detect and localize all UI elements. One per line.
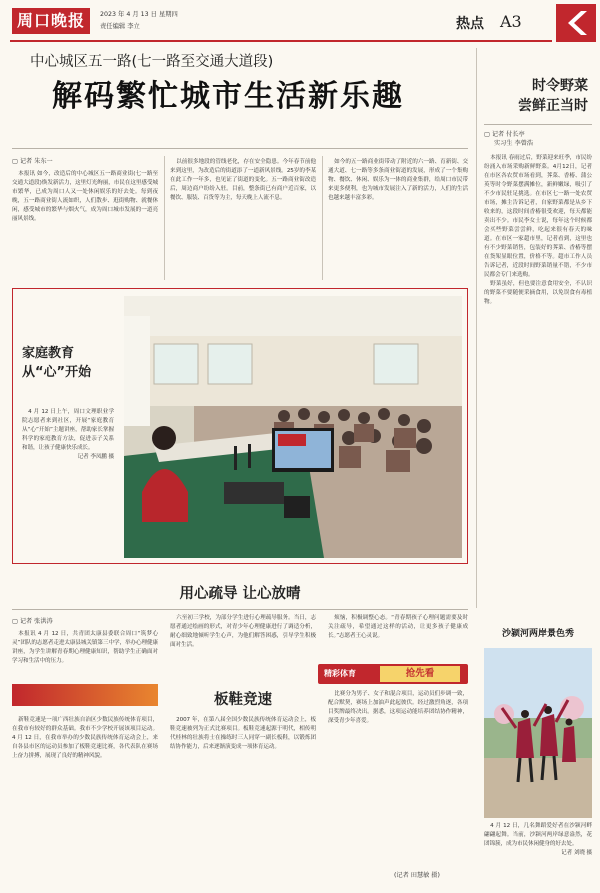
counsel-col-3-text: 烦恼，积极调整心态。“青春期孩子心理问题需要及时关注疏导，希望通过这样的活动，让更多孩子健康成长。”志愿者王心灵说。: [328, 615, 468, 639]
boardshoe-col-2-text: 2007 年，在第八届全国少数民族传统体育运动会上，板鞋竞速被列为正式比赛项目。板鞋竞速起源于明代，相传明代桂林的壮族将士在操练时三人同穿一副长板鞋，以锻炼团结协作能力，后来逐渐演变成一项体育运动。: [170, 717, 316, 750]
chevron-left-icon: [556, 4, 596, 42]
sport-banner-left: [12, 684, 158, 706]
column-divider: [322, 156, 323, 280]
boardshoe-credit: (记者 田慧敏 摄): [394, 872, 440, 879]
divider: [12, 609, 468, 610]
counsel-byline-text: 记者 张洪涛: [19, 618, 53, 625]
main-kicker: 中心城区五一路(七一路至交通大道段): [30, 54, 274, 70]
newspaper-logo: 周口晚报: [12, 8, 90, 34]
issue-date: 2023 年 4 月 13 日 星期四: [100, 11, 178, 18]
family-edu-caption: [22, 408, 114, 528]
boardshoe-col-3-text: 比赛分为男子、女子和混合项目，运动员们步调一致，配合默契，赛场上加油声此起彼伏。经过激烈角逐，各项目奖牌最终决出。据悉，这项运动能培养团结协作精神，深受青少年喜爱。: [328, 691, 468, 724]
side-byline-2: 实习生 李曾浩: [494, 140, 534, 147]
family-edu-title-1: 家庭教育: [22, 346, 75, 361]
sport-banner: [318, 664, 468, 684]
lecture-photo: [124, 296, 462, 558]
dance-caption-text: 4 月 12 日，几名舞蹈爱好者在沙颍河畔翩翩起舞。当前，沙颍河两岸绿意盎然，花团锦簇，成为市民休闲健身的好去处。: [484, 823, 592, 847]
masthead-rule: [10, 40, 552, 42]
page-editor: 责任编辑 李立: [100, 23, 140, 30]
side-byline-1: 记者 付长亭: [491, 131, 525, 138]
counsel-col-2-text: 六至初三学校，为部分学生进行心理疏导服务。当日，志愿者通过绘画的形式，对青少年心理健康进行了调适分析，耐心细致地倾听学生心声，为他们解答困惑，引导学生积极面对生活。: [170, 615, 316, 648]
sport-banner-label: 精彩体育: [324, 669, 356, 678]
main-col-1-text: 本报讯 如今，改造后的中心城区五一路商业街(七一路至交通大道段)焕发新活力，这里灯光绚丽，市民在这里感受城市繁华，已成为周口人又一处休闲娱乐的好去处。每到夜晚，五一路商业街人流如织，人们散步、逛街购物、就餐休闲，感受城市的繁华与烟火气，成为周口城市发展的一道亮丽风景线。: [12, 171, 158, 222]
page-number: A3: [500, 12, 522, 31]
boardshoe-col-3: [328, 690, 468, 866]
dance-photo: [484, 648, 592, 818]
boardshoe-col-2: [170, 716, 316, 880]
side-body: [484, 154, 592, 586]
side-body-text: 本报讯 春雨过后，野菜迎来旺季，市民纷纷涌入市场采购新鲜野菜。4月12日，记者在市区各农贸市场看到，荠菜、香椿、蒲公英等时令野菜摆满摊位，新鲜嫩绿，吸引了不少市民驻足挑选。在市区七一路一处农贸市场，摊主告诉记者，自家野菜都是从乡下收来的，这段时间香椿很受欢迎，每天都能卖出不少。市民李女士说，每年这个时候都会买些野菜尝尝鲜，吃起来很有春天的味道。在市区一家超市里，记者看到，这里也有不少野菜销售，包装好的荠菜、香椿等摆在货架显眼位置，价格不等。超市工作人员告诉记者，近段时间野菜销量不错，不少市民都会专门来选购。: [484, 155, 592, 278]
main-byline: ▢ 记者 朱东一: [12, 158, 53, 165]
column-divider: [476, 48, 477, 608]
side-headline: [486, 76, 588, 116]
divider: [484, 124, 592, 125]
boardshoe-credit-text: 记者 田慧敏 摄: [396, 872, 438, 879]
main-col-2: [170, 158, 316, 282]
dance-credit: 记者 刘晓 摄: [561, 850, 592, 856]
boardshoe-col-1: [12, 716, 158, 880]
main-col-1: [12, 170, 158, 282]
column-divider: [164, 156, 165, 280]
dance-caption: [484, 822, 592, 888]
main-col-2-text: 以前很多地段的管线老化，存在安全隐患。今年春节前他来到这里，为改造后的街道添了一道新风景线。25岁的李某在此工作一年多，也见证了街道的变化。五一路商业街改造后，周边商户纷纷入驻。目前，整条街已有商户近百家，以餐饮、服装、百货等为主，每天晚上人流不息。: [170, 159, 316, 201]
main-headline: 解码繁忙城市生活新乐趣: [52, 79, 404, 114]
section-name: 热点: [456, 16, 484, 32]
side-headline-line-2: 尝鲜正当时: [518, 98, 588, 114]
main-col-3-text: 如今的五一路商业街带动了附近的六一路、育新街、交通大道、七一路等多条商业街道的发展，形成了一个集购物、餐饮、休闲、娱乐为一体的商业集群，给周口市民带来更多便利，也为城市发展注入了新的活力，人们的生活也越来越丰富多彩。: [328, 159, 468, 201]
side-body-tail: 野菜虽好，但也要注意食用安全，不认识的野菜不要随便采摘食用，以免误食有毒植物。: [484, 281, 592, 305]
sport-banner-tag: 抢先看: [380, 666, 460, 682]
divider: [12, 148, 468, 149]
boardshoe-col-1-text: 新鞋竞速是一项广西壮族自治区少数民族传统体育项目，在我市有较好的群众基础。我市不少学校开展该项目运动。4 月 12 日，在我市举办的少数民族传统体育运动会上，来自各县市区的运动员参加了板鞋竞速比赛，各代表队在赛场上奋力拼搏，展现了良好的精神风貌。: [12, 717, 158, 759]
counsel-col-1-text: 本报讯 4 月 12 日，共青团太康县委联合周口“筑梦心灵”团队的志愿者走进太康县城关镇第三中学，举办心理健康讲座，为学生讲解青春期心理健康知识，帮助学生正确面对学习和生活中的压力。: [12, 631, 158, 664]
counsel-byline: ▢ 记者 张洪涛: [12, 618, 53, 625]
main-byline-text: 记者 朱东一: [19, 158, 53, 165]
counsel-headline: 用心疏导 让心放晴: [179, 586, 301, 602]
family-edu-credit: 记者 李凤鹏 摄: [77, 454, 114, 460]
dance-headline: 沙颍河两岸景色秀: [501, 629, 574, 639]
main-col-3: [328, 158, 468, 282]
counsel-col-2: [170, 614, 316, 664]
family-edu-caption-text: 4 月 12 日上午，周口文理职业学院志愿者来到社区，开展“家庭教育从“心”开始”主题讲座，帮助家长掌握科学的家庭教育方法，促进亲子关系和谐，让孩子健康快乐成长。: [22, 409, 114, 451]
family-edu-title: [22, 344, 114, 382]
side-byline: ▢ 记者 付长亭 实习生 李曾浩: [484, 131, 534, 147]
family-edu-title-2: 从“心”开始: [22, 365, 92, 380]
counsel-col-3: [328, 614, 468, 664]
side-headline-line-1: 时令野菜: [532, 78, 588, 94]
boardshoe-headline: 板鞋竞速: [214, 692, 272, 708]
counsel-col-1: [12, 630, 158, 676]
